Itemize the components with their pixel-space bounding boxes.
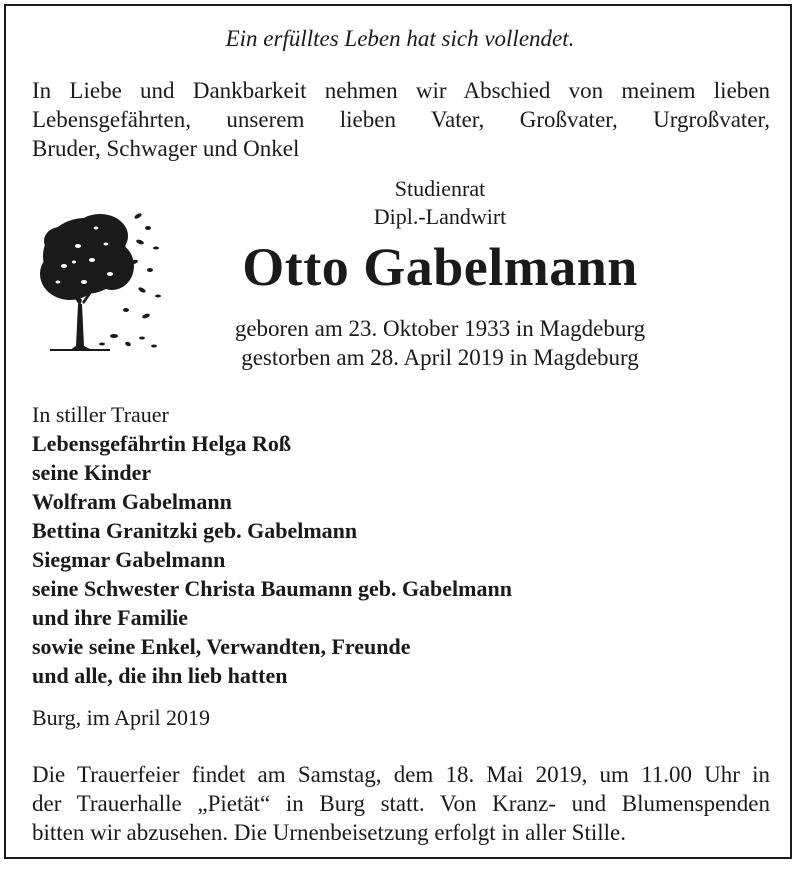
windswept-tree-icon — [30, 186, 170, 356]
service-line: der Trauerhalle „Pietät“ in Burg statt. Von Kranz- und Blumenspenden — [32, 791, 770, 816]
deceased-name: Otto Gabelmann — [242, 237, 638, 297]
death-line: gestorben am 28. April 2019 in Magdeburg — [241, 345, 639, 370]
intro-line: Lebensgefährten, unserem lieben Vater, Großvater, Urgroßvater, — [32, 107, 770, 132]
mourner-line: seine Schwester Christa Baumann geb. Gabelmann — [32, 576, 512, 601]
birth-line: geboren am 23. Oktober 1933 in Magdeburg — [234, 316, 646, 341]
mourner-line: seine Kinder — [32, 460, 152, 485]
title-profession: Dipl.-Landwirt — [373, 204, 507, 229]
mourner-line: Lebensgefährtin Helga Roß — [32, 431, 292, 456]
service-info — [32, 760, 770, 847]
service-line: bitten wir abzusehen. Die Urnenbeisetzung erfolgt in aller Stille. — [32, 820, 626, 845]
mourner-line: und alle, die ihn lieb hatten — [32, 663, 288, 688]
title-academic: Studienrat — [394, 176, 486, 201]
mourner-line: sowie seine Enkel, Verwandten, Freunde — [32, 634, 411, 659]
mourners-heading: In stiller Trauer — [32, 402, 169, 427]
place-date: Burg, im April 2019 — [32, 705, 211, 730]
mourners-list — [32, 400, 732, 690]
mourner-line: und ihre Familie — [32, 605, 189, 630]
intro-text — [32, 76, 770, 163]
mourner-line: Wolfram Gabelmann — [32, 489, 232, 514]
mourner-line: Siegmar Gabelmann — [32, 547, 226, 572]
motto: Ein erfülltes Leben hat sich vollendet. — [225, 26, 575, 51]
intro-line: In Liebe und Dankbarkeit nehmen wir Abschied von meinem lieben — [32, 78, 770, 103]
intro-line: Bruder, Schwager und Onkel — [32, 136, 300, 161]
mourner-line: Bettina Granitzki geb. Gabelmann — [32, 518, 358, 543]
service-line: Die Trauerfeier findet am Samstag, dem 18. Mai 2019, um 11.00 Uhr in — [32, 762, 770, 787]
